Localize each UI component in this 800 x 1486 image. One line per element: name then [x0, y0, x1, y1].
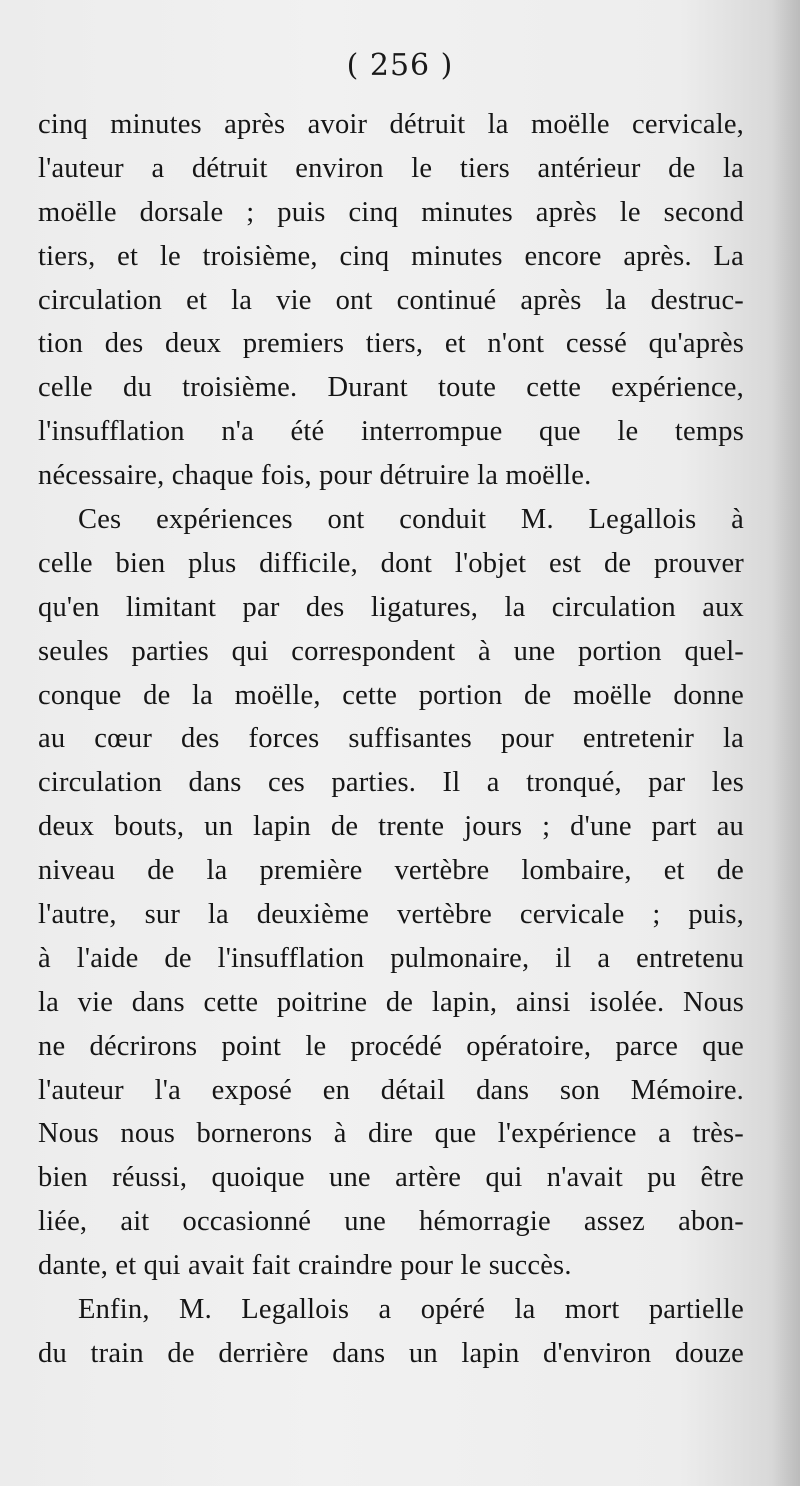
- text-line: celle bien plus difficile, dont l'objet est de prouver: [38, 547, 744, 579]
- text-line: dante, et qui avait fait craindre pour le succès.: [38, 1250, 572, 1282]
- text-line: l'auteur a détruit environ le tiers antérieur de la: [38, 152, 744, 184]
- text-line: l'auteur l'a exposé en détail dans son Mémoire.: [38, 1074, 744, 1106]
- text-line: qu'en limitant par des ligatures, la circulation aux: [38, 591, 744, 623]
- page-edge-shadow: [772, 0, 800, 1486]
- text-line: la vie dans cette poitrine de lapin, ainsi isolée. Nous: [38, 986, 744, 1018]
- text-line: cinq minutes après avoir détruit la moëlle cervicale,: [38, 109, 744, 140]
- text-line: Ces expériences ont conduit M. Legallois à: [78, 504, 744, 536]
- text-line: ne décrirons point le procédé opératoire, parce que: [38, 1030, 744, 1062]
- page-number: ( 256 ): [346, 48, 454, 83]
- body-text: [38, 103, 744, 1376]
- text-line: celle du troisième. Durant toute cette expérience,: [38, 372, 744, 404]
- text-line: tiers, et le troisième, cinq minutes encore après. La: [38, 240, 744, 272]
- text-line: Nous nous bornerons à dire que l'expérience a très-: [38, 1118, 744, 1150]
- text-line: niveau de la première vertèbre lombaire, et de: [38, 855, 744, 887]
- text-line: seules parties qui correspondent à une portion quel-: [38, 635, 744, 667]
- text-line: Enfin, M. Legallois a opéré la mort partielle: [78, 1294, 744, 1326]
- text-line: liée, ait occasionné une hémorragie assez abon-: [38, 1206, 744, 1238]
- text-line: moëlle dorsale ; puis cinq minutes après le second: [38, 196, 744, 228]
- text-line: circulation et la vie ont continué après la destruc-: [38, 284, 744, 316]
- text-line: l'autre, sur la deuxième vertèbre cervicale ; puis,: [38, 899, 744, 931]
- text-line: au cœur des forces suffisantes pour entretenir la: [38, 723, 744, 755]
- text-line: l'insufflation n'a été interrompue que le temps: [38, 416, 744, 448]
- text-line: à l'aide de l'insufflation pulmonaire, il a entretenu: [38, 942, 744, 974]
- text-line: nécessaire, chaque fois, pour détruire la moëlle.: [38, 460, 592, 492]
- text-line: conque de la moëlle, cette portion de moëlle donne: [38, 679, 744, 711]
- text-line: tion des deux premiers tiers, et n'ont cessé qu'après: [38, 328, 744, 360]
- text-line: deux bouts, un lapin de trente jours ; d'une part au: [38, 811, 744, 843]
- text-line: du train de derrière dans un lapin d'environ douze: [38, 1337, 744, 1369]
- text-line: circulation dans ces parties. Il a tronqué, par les: [38, 767, 744, 799]
- text-line: bien réussi, quoique une artère qui n'avait pu être: [38, 1162, 744, 1194]
